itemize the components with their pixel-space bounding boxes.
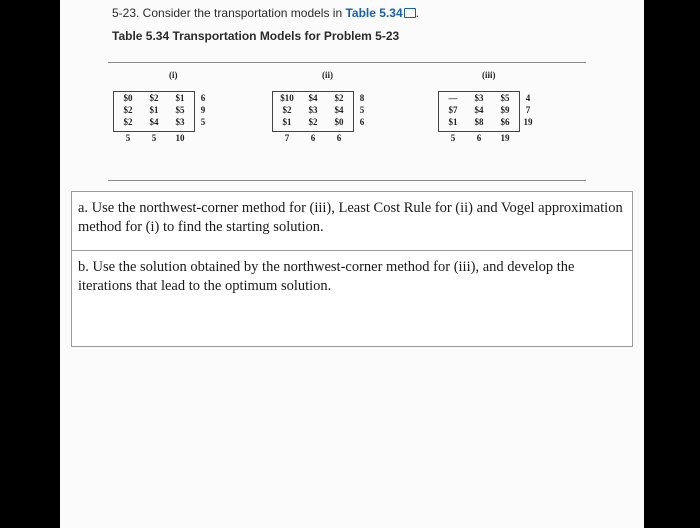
supply-value: 4 bbox=[525, 93, 531, 103]
cost-cell: $1 bbox=[448, 117, 458, 127]
table-iii-label: (iii) bbox=[482, 70, 496, 80]
demand-value: 5 bbox=[151, 133, 157, 143]
supply-value: 6 bbox=[359, 117, 365, 127]
supply-value: 5 bbox=[359, 105, 365, 115]
document-icon[interactable] bbox=[404, 8, 416, 18]
tables-rule bbox=[108, 180, 586, 181]
demand-value: 6 bbox=[476, 133, 482, 143]
demand-value: 5 bbox=[125, 133, 131, 143]
question-b: b. Use the solution obtained by the northwest-corner method for (iii), and develop the iterations that lead to the optimum solution. bbox=[78, 259, 575, 294]
demand-value: 5 bbox=[450, 133, 456, 143]
demand-value: 10 bbox=[175, 133, 185, 143]
problem-end: . bbox=[415, 6, 419, 20]
caption-rule bbox=[108, 62, 586, 63]
supply-value: 19 bbox=[523, 117, 533, 127]
question-divider bbox=[72, 250, 632, 251]
demand-value: 6 bbox=[336, 133, 342, 143]
table-i-label: (i) bbox=[169, 70, 178, 80]
demand-value: 6 bbox=[310, 133, 316, 143]
cost-cell: $3 bbox=[308, 105, 318, 115]
cost-cell: $4 bbox=[334, 105, 344, 115]
table-caption: Table 5.34 Transportation Models for Problem 5-23 bbox=[112, 29, 400, 43]
cost-cell: $6 bbox=[500, 117, 510, 127]
problem-statement bbox=[112, 6, 419, 20]
cost-cell: $7 bbox=[448, 105, 458, 115]
supply-value: 5 bbox=[200, 117, 206, 127]
cost-cell: $3 bbox=[175, 117, 185, 127]
cost-cell: $1 bbox=[175, 93, 185, 103]
cost-cell: $2 bbox=[308, 117, 318, 127]
cost-cell: $5 bbox=[500, 93, 510, 103]
cost-cell: $4 bbox=[149, 117, 159, 127]
cost-cell: $1 bbox=[282, 117, 292, 127]
table-ii-label: (ii) bbox=[322, 70, 333, 80]
problem-text: 5-23. Consider the transportation models in bbox=[112, 6, 343, 20]
cost-cell: $2 bbox=[334, 93, 344, 103]
supply-value: 9 bbox=[200, 105, 206, 115]
cost-cell: $0 bbox=[123, 93, 133, 103]
cost-cell: $9 bbox=[500, 105, 510, 115]
cost-cell: $0 bbox=[334, 117, 344, 127]
cost-cell: $1 bbox=[149, 105, 159, 115]
cost-cell: $10 bbox=[280, 93, 294, 103]
supply-value: 8 bbox=[359, 93, 365, 103]
table-reference-link[interactable]: Table 5.34 bbox=[345, 6, 403, 20]
cost-cell: $3 bbox=[474, 93, 484, 103]
cost-cell: $4 bbox=[308, 93, 318, 103]
cost-cell: — bbox=[448, 93, 458, 103]
supply-value: 7 bbox=[525, 105, 531, 115]
question-a: a. Use the northwest-corner method for (iii), Least Cost Rule for (ii) and Vogel approximation method for (i) to find the starting solution. bbox=[78, 200, 623, 235]
demand-value: 7 bbox=[284, 133, 290, 143]
cost-cell: $2 bbox=[123, 105, 133, 115]
cost-cell: $8 bbox=[474, 117, 484, 127]
cost-cell: $5 bbox=[175, 105, 185, 115]
cost-cell: $4 bbox=[474, 105, 484, 115]
demand-value: 19 bbox=[500, 133, 510, 143]
textbook-page bbox=[60, 0, 644, 528]
cost-cell: $2 bbox=[123, 117, 133, 127]
cost-cell: $2 bbox=[282, 105, 292, 115]
cost-cell: $2 bbox=[149, 93, 159, 103]
questions-box bbox=[71, 191, 633, 347]
supply-value: 6 bbox=[200, 93, 206, 103]
